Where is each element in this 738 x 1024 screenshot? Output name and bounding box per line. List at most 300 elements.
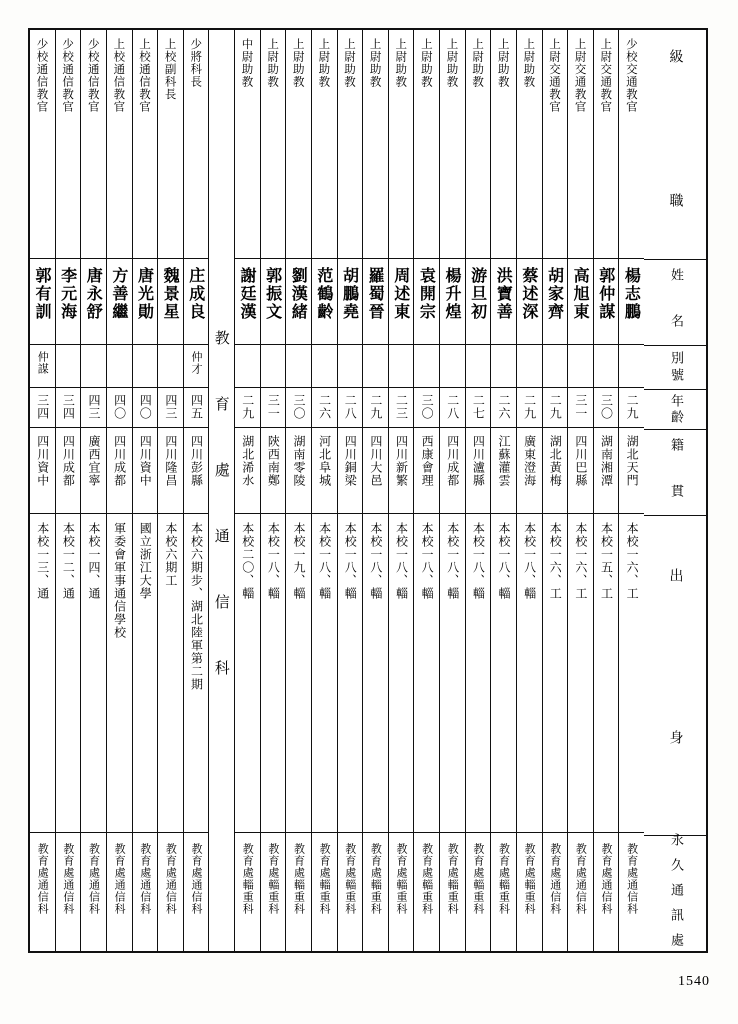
text-name: 楊升煌: [442, 267, 462, 321]
cell-age: [491, 388, 516, 428]
cell-alias: [133, 345, 158, 389]
cell-rank: [517, 30, 542, 259]
cell-origin: [517, 428, 542, 514]
cell-age: [543, 388, 568, 428]
text-address: 教育處輜重科: [497, 842, 511, 915]
roster-columns: [30, 30, 644, 951]
cell-rank: [389, 30, 414, 259]
text-age: 二六: [317, 394, 332, 421]
cell-address: [543, 833, 568, 951]
text-rank: 上尉助教: [266, 38, 281, 88]
text-rank: 少校通信教官: [61, 38, 76, 113]
cell-name: [286, 259, 311, 345]
cell-age: [261, 388, 286, 428]
cell-rank: [184, 30, 209, 259]
cell-education: [338, 514, 363, 833]
cell-age: [133, 388, 158, 428]
cell-alias: [56, 345, 81, 389]
text-address: 教育處輜重科: [292, 842, 306, 915]
cell-alias: [107, 345, 132, 389]
text-address: 教育處通信科: [600, 842, 613, 915]
section-divider-column: [208, 30, 234, 951]
cell-alias: [81, 345, 106, 389]
text-address: 教育處輜重科: [266, 842, 280, 915]
text-origin: 廣東澄海: [522, 435, 537, 488]
cell-origin: [619, 428, 644, 514]
text-education: 本校一八、輜: [497, 521, 512, 600]
text-name: 唐永舒: [84, 267, 104, 321]
roster-column: [593, 30, 619, 951]
text-education: 國立浙江大學: [138, 521, 153, 600]
roster-column: [618, 30, 644, 951]
text-rank: 上尉助教: [496, 38, 511, 88]
text-origin: 四川成都: [112, 435, 127, 488]
roster-column: [285, 30, 311, 951]
text-origin: 四川成都: [61, 435, 76, 488]
cell-name: [235, 259, 260, 345]
text-education: 本校一二、通: [61, 521, 76, 600]
text-age: 三〇: [599, 394, 614, 421]
table-header-column: [644, 30, 706, 958]
text-age: 四三: [163, 394, 178, 421]
cell-origin: [56, 428, 81, 514]
cell-alias: [491, 345, 516, 389]
cell-address: [81, 833, 106, 951]
text-rank: 上尉助教: [522, 38, 537, 88]
text-rank: 上尉交通教官: [599, 38, 614, 113]
cell-education: [491, 514, 516, 833]
cell-origin: [81, 428, 106, 514]
text-education: 本校一八、輜: [522, 521, 537, 600]
cell-address: [184, 833, 209, 951]
text-name: 李元海: [58, 267, 78, 321]
page-number: 1540: [678, 974, 710, 989]
cell-rank: [209, 30, 234, 259]
text-alias: 仲謀: [36, 350, 50, 375]
text-rank: 上尉助教: [445, 38, 460, 88]
cell-origin: [338, 428, 363, 514]
cell-name: [619, 259, 644, 345]
text-rank: 上校通信教官: [138, 38, 153, 113]
cell-education: [158, 514, 183, 833]
cell-rank: [466, 30, 491, 259]
cell-age: [568, 388, 593, 428]
cell-origin: [107, 428, 132, 514]
cell-rank: [414, 30, 439, 259]
roster-column: [30, 30, 55, 951]
roster-column: [388, 30, 414, 951]
text-origin: 四川資中: [138, 435, 153, 488]
cell-rank: [286, 30, 311, 259]
text-address: 教育處通信科: [164, 842, 178, 915]
text-rank: 上尉助教: [471, 38, 486, 88]
text-address: 教育處輜重科: [523, 842, 537, 915]
text-rank: 上尉助教: [368, 38, 383, 88]
cell-rank: [235, 30, 260, 259]
text-rank: 上尉交通教官: [548, 38, 563, 113]
cell-alias: [30, 345, 55, 389]
cell-origin: [133, 428, 158, 514]
cell-name: [312, 259, 337, 345]
text-education: 本校一八、輜: [266, 521, 281, 600]
cell-age: [363, 388, 388, 428]
cell-rank: [312, 30, 337, 259]
text-education: 本校一八、輜: [394, 521, 409, 600]
text-education: 本校一六、工: [548, 521, 563, 600]
text-address: 教育處輜重科: [318, 842, 332, 915]
text-rank: 少校通信教官: [86, 38, 101, 113]
text-name: 游旦初: [468, 267, 488, 321]
cell-name: [133, 259, 158, 345]
roster-column: [157, 30, 183, 951]
cell-alias: [338, 345, 363, 389]
text-age: 二九: [368, 394, 383, 421]
text-origin: 湖南湘潭: [599, 435, 614, 488]
text-address: 教育處通信科: [625, 842, 639, 915]
text-age: 三一: [266, 394, 281, 421]
cell-education: [184, 514, 209, 833]
cell-address: [107, 833, 132, 951]
roster-column: [567, 30, 593, 951]
cell-origin: [389, 428, 414, 514]
cell-alias: [389, 345, 414, 389]
text-age: 三〇: [420, 394, 435, 421]
text-age: 二九: [522, 394, 537, 421]
text-education: 本校一四、通: [87, 521, 102, 600]
cell-address: [568, 833, 593, 951]
cell-alias: [261, 345, 286, 389]
text-origin: 湖北黃梅: [548, 435, 563, 488]
text-origin: 湖北天門: [625, 435, 640, 488]
cell-address: [414, 833, 439, 951]
cell-alias: [312, 345, 337, 389]
text-address: 教育處輜重科: [446, 842, 460, 915]
cell-origin: [312, 428, 337, 514]
header-alias: 別號: [644, 346, 706, 390]
cell-education: [107, 514, 132, 833]
cell-origin: [414, 428, 439, 514]
cell-name: [363, 259, 388, 345]
cell-rank: [568, 30, 593, 259]
cell-origin: [594, 428, 619, 514]
text-education: 本校一八、輜: [317, 521, 332, 600]
cell-education: [466, 514, 491, 833]
text-age: 三四: [35, 394, 50, 421]
text-name: 袁開宗: [417, 267, 437, 321]
cell-education: [56, 514, 81, 833]
cell-rank: [81, 30, 106, 259]
text-name: 郭仲謀: [596, 267, 616, 321]
text-name: 方善繼: [109, 267, 129, 321]
text-address: 教育處通信科: [548, 842, 562, 915]
cell-name: [56, 259, 81, 345]
cell-rank: [543, 30, 568, 259]
personnel-roster-table: [28, 28, 708, 958]
cell-rank: [338, 30, 363, 259]
header-address: 永久通訊處: [668, 833, 684, 958]
cell-alias: [414, 345, 439, 389]
cell-name: [517, 259, 542, 345]
cell-age: [517, 388, 542, 428]
cell-address: [56, 833, 81, 951]
cell-name: [568, 259, 593, 345]
cell-address: [286, 833, 311, 951]
text-address: 教育處通信科: [113, 842, 127, 915]
cell-education: [440, 514, 465, 833]
header-age: 年齡: [644, 390, 706, 430]
cell-education: [133, 514, 158, 833]
roster-column: [234, 30, 260, 951]
cell-education: [543, 514, 568, 833]
text-address: 教育處通信科: [190, 842, 203, 915]
text-name: 楊志鵬: [622, 267, 642, 321]
text-age: 四〇: [138, 394, 153, 421]
text-origin: 四川成都: [445, 435, 460, 488]
text-address: 教育處輜重科: [369, 842, 383, 915]
roster-column: [465, 30, 491, 951]
cell-origin: [30, 428, 55, 514]
cell-origin: [184, 428, 209, 514]
cell-age: [158, 388, 183, 428]
cell-address: [209, 833, 234, 951]
cell-rank: [107, 30, 132, 259]
cell-age: [30, 388, 55, 428]
cell-name: [491, 259, 516, 345]
text-education: 本校一八、輜: [420, 521, 435, 600]
text-age: 二六: [497, 394, 512, 421]
cell-education: [517, 514, 542, 833]
cell-address: [235, 833, 260, 951]
cell-name: [389, 259, 414, 345]
text-age: 二九: [548, 394, 563, 421]
cell-rank: [30, 30, 55, 259]
cell-age: [414, 388, 439, 428]
cell-origin: [363, 428, 388, 514]
cell-education: [312, 514, 337, 833]
cell-age: [466, 388, 491, 428]
cell-name: [338, 259, 363, 345]
cell-education: [414, 514, 439, 833]
text-age: 四三: [87, 394, 102, 421]
text-name: 庄成良: [186, 267, 206, 321]
cell-education: [261, 514, 286, 833]
text-education: 本校一三、通: [35, 521, 50, 600]
roster-column: [439, 30, 465, 951]
text-age: 三一: [573, 394, 588, 421]
cell-origin: [466, 428, 491, 514]
text-rank: 上校副科長: [163, 38, 178, 101]
text-name: 郭有訓: [32, 267, 52, 321]
text-origin: 湖北浠水: [240, 435, 255, 488]
text-address: 教育處輜重科: [420, 842, 434, 915]
cell-alias: [568, 345, 593, 389]
cell-origin: [158, 428, 183, 514]
text-education: 本校一八、輜: [445, 521, 460, 600]
roster-column: [516, 30, 542, 951]
cell-address: [312, 833, 337, 951]
cell-name: [158, 259, 183, 345]
text-name: 劉漢緒: [289, 267, 309, 321]
text-origin: 湖南零陵: [292, 435, 307, 488]
text-education: 本校六期工: [163, 521, 178, 587]
text-name: 洪寶善: [494, 267, 514, 321]
cell-name: [107, 259, 132, 345]
text-age: 三〇: [292, 394, 307, 421]
cell-age: [389, 388, 414, 428]
cell-age: [312, 388, 337, 428]
text-rank: 上尉助教: [343, 38, 358, 88]
cell-alias: [619, 345, 644, 389]
cell-address: [363, 833, 388, 951]
text-education: 本校一八、輜: [343, 521, 358, 600]
cell-rank: [158, 30, 183, 259]
text-age: 四〇: [112, 394, 127, 421]
text-origin: 四川銅梁: [343, 435, 358, 488]
cell-rank: [261, 30, 286, 259]
text-address: 教育處輜重科: [471, 842, 485, 915]
cell-rank: [133, 30, 158, 259]
cell-address: [389, 833, 414, 951]
text-address: 教育處輜重科: [343, 842, 357, 915]
text-address: 教育處輜重科: [241, 842, 255, 915]
cell-address: [491, 833, 516, 951]
cell-education: [568, 514, 593, 833]
text-origin: 四川彭縣: [189, 435, 204, 488]
text-origin: 四川資中: [35, 435, 50, 488]
text-origin: 四川巴縣: [573, 435, 588, 488]
text-address: 教育處通信科: [138, 842, 152, 915]
text-name: 郭振文: [263, 267, 283, 321]
text-age: 二三: [394, 394, 409, 421]
cell-name: [30, 259, 55, 345]
cell-origin: [440, 428, 465, 514]
text-address: 教育處通信科: [87, 842, 101, 915]
text-name: 魏景星: [161, 267, 181, 321]
cell-age: [619, 388, 644, 428]
text-address: 教育處通信科: [574, 842, 588, 915]
text-education: 本校一六、工: [573, 521, 588, 600]
cell-address: [440, 833, 465, 951]
cell-alias: [286, 345, 311, 389]
cell-education: [594, 514, 619, 833]
text-address: 教育處輜重科: [395, 842, 408, 915]
text-rank: 上尉交通教官: [573, 38, 588, 113]
cell-origin: [286, 428, 311, 514]
text-age: 二八: [343, 394, 358, 421]
cell-education: [363, 514, 388, 833]
cell-alias: [517, 345, 542, 389]
text-rank: 上尉助教: [291, 38, 306, 88]
cell-origin: [543, 428, 568, 514]
text-rank: 上校通信教官: [112, 38, 127, 113]
cell-education: [389, 514, 414, 833]
cell-education: [235, 514, 260, 833]
roster-column: [311, 30, 337, 951]
text-origin: 廣西宜寧: [87, 435, 102, 488]
cell-origin: [235, 428, 260, 514]
cell-address: [619, 833, 644, 951]
cell-name: [81, 259, 106, 345]
roster-column: [490, 30, 516, 951]
roster-column: [132, 30, 158, 951]
cell-address: [30, 833, 55, 951]
cell-alias: [363, 345, 388, 389]
text-education: 本校六期步、湖北陸軍第二期: [189, 521, 204, 691]
header-name: 姓 名: [644, 260, 706, 346]
roster-column: [260, 30, 286, 951]
cell-origin: [491, 428, 516, 514]
text-name: 蔡述深: [519, 267, 539, 321]
text-origin: 四川瀘縣: [471, 435, 486, 488]
cell-name: [543, 259, 568, 345]
text-education: 軍委會軍事通信學校: [112, 521, 127, 639]
text-rank: 少校交通教官: [624, 38, 639, 113]
cell-alias: [158, 345, 183, 389]
header-rank: 級 職: [644, 30, 706, 260]
text-address: 教育處通信科: [36, 842, 50, 915]
cell-age: [235, 388, 260, 428]
text-rank: 少將科長: [189, 38, 204, 88]
text-age: 二八: [445, 394, 460, 421]
text-origin: 河北阜城: [317, 435, 332, 488]
text-rank: 上尉助教: [317, 38, 332, 88]
text-address: 教育處通信科: [61, 842, 75, 915]
text-origin: 四川新繁: [394, 435, 409, 488]
roster-column: [183, 30, 209, 951]
cell-rank: [56, 30, 81, 259]
cell-origin: [568, 428, 593, 514]
cell-age: [184, 388, 209, 428]
cell-alias: [543, 345, 568, 389]
text-age: 四五: [189, 394, 204, 421]
cell-alias: [594, 345, 619, 389]
cell-name: [594, 259, 619, 345]
text-alias: 仲才: [190, 350, 203, 375]
cell-age: [440, 388, 465, 428]
text-name: 胡家齊: [545, 267, 565, 321]
cell-alias: [235, 345, 260, 389]
roster-column: [362, 30, 388, 951]
text-name: 范鶴齡: [314, 267, 334, 321]
text-name: 胡鵬堯: [340, 267, 360, 321]
text-age: 二七: [471, 394, 486, 421]
cell-alias: [440, 345, 465, 389]
cell-age: [107, 388, 132, 428]
cell-rank: [363, 30, 388, 259]
cell-rank: [440, 30, 465, 259]
text-education: 本校二〇、輜: [240, 521, 255, 600]
text-rank: 少校通信教官: [35, 38, 50, 113]
roster-column: [337, 30, 363, 951]
text-origin: 四川隆昌: [163, 435, 178, 488]
text-education: 本校一九、輜: [292, 521, 307, 600]
text-name: 唐光勛: [135, 267, 155, 321]
cell-origin: [261, 428, 286, 514]
roster-column: [542, 30, 568, 951]
text-education: 本校一五、工: [599, 521, 614, 600]
text-origin: 陝西南鄭: [266, 435, 281, 488]
cell-address: [594, 833, 619, 951]
cell-name: [184, 259, 209, 345]
section-label-education-dept: 教 育 處 通 信 科: [212, 330, 231, 693]
cell-name: [261, 259, 286, 345]
cell-address: [466, 833, 491, 951]
roster-column: [55, 30, 81, 951]
text-name: 高旭東: [571, 267, 591, 321]
cell-address: [338, 833, 363, 951]
cell-age: [286, 388, 311, 428]
text-age: 二九: [625, 394, 640, 421]
